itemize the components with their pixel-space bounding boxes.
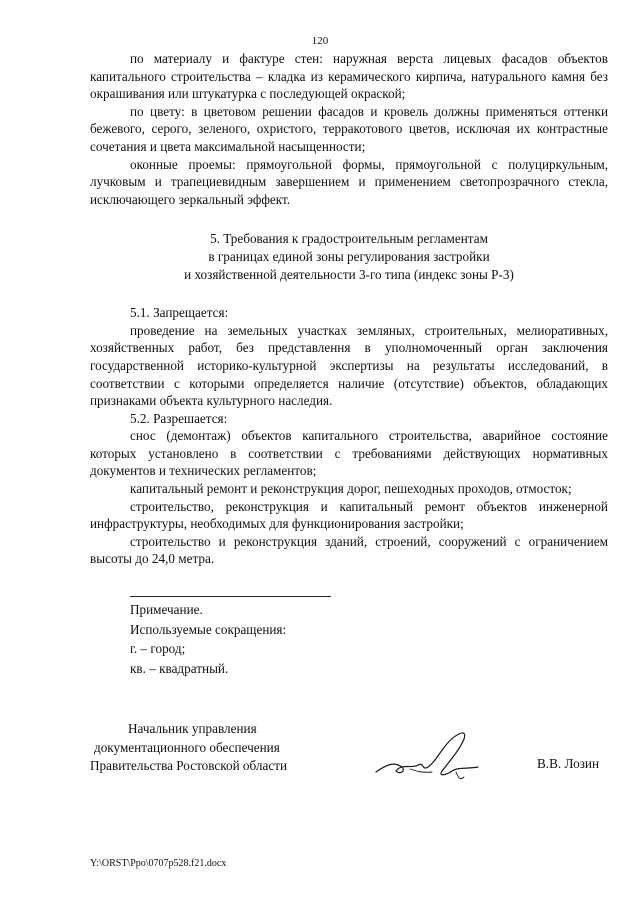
position-line: документационного обеспечения [94,739,280,755]
section-heading-line: в границах единой зоны регулирования застройки [208,248,490,264]
paragraph-windows: оконные проемы: прямоугольной формы, прямоугольной с полуциркульным, лучковым и трапециевидным завершением и применением светопрозрачного стекла, исключающего зеркальный эффект. [90,156,608,207]
signature-position [90,720,330,776]
document-body [90,50,608,568]
note-title: Примечание. [130,602,203,617]
handwritten-signature [372,725,482,785]
file-path-footer: Y:\ORST\Ppo\0707p528.f21.docx [90,858,227,869]
clause-5-2-title: 5.2. Разрешается: [130,410,228,426]
page-number: 120 [311,35,329,47]
clause-5-2-item: снос (демонтаж) объектов капитального строительства, аварийное состояние которых установлено в соответствии с требованиями действующих нормативных документов и технических регламентов; [90,428,608,479]
note-subtitle: Используемые сокращения: [130,621,287,637]
signer-name: В.В. Лозин [537,756,600,771]
clause-5-1-text: проведение на земельных участках земляных, строительных, мелиоративных, хозяйственных работ, без представлення в уполномоченный орган заключения государственной историко-культурной экспертизы на результаты исследований, в соответствии с которыми определяется наличие (отсутствие) объектов, обладающих признаками объекта культурного наследия. [90,322,608,409]
paragraph-color: по цвету: в цветовом решении фасадов и кровель должны применяться оттенки бежевого, серого, зеленого, охристого, терракотового цветов, исключая их контрастные сочетания и цвета максимальной насыщенности; [90,103,608,154]
position-line: Начальник управления [128,721,257,736]
note-block [130,600,430,678]
section-heading-line: 5. Требования к градостроительным регламентам [210,231,488,247]
clause-5-1-title: 5.1. Запрещается: [130,305,229,321]
paragraph-material: по материалу и фактуре стен: наружная верста лицевых фасадов объектов капитального строительства – кладка из керамического кирпича, натурального камня без окрашивания или штукатурка с последующей окраской; [90,51,608,102]
clause-5-2-item: строительство и реконструкция зданий, строений, сооружений с ограничением высоты до 24,0 метра. [90,533,608,567]
position-line: Правительства Ростовской области [90,758,288,773]
clause-5-2-item: строительство, реконструкция и капитальный ремонт объектов инженерной инфраструктуры, необходимых для функционирования застройки; [90,498,608,532]
section-heading [90,230,608,283]
note-divider [130,596,331,597]
clause-5-2-item: капитальный ремонт и реконструкция дорог, пешеходных проходов, отмосток; [130,481,572,497]
note-item: кв. – квадратный. [130,660,229,676]
section-heading-line: и хозяйственной деятельности 3-го типа (индекс зоны Р-3) [184,266,514,282]
note-item: г. – город; [130,641,186,656]
